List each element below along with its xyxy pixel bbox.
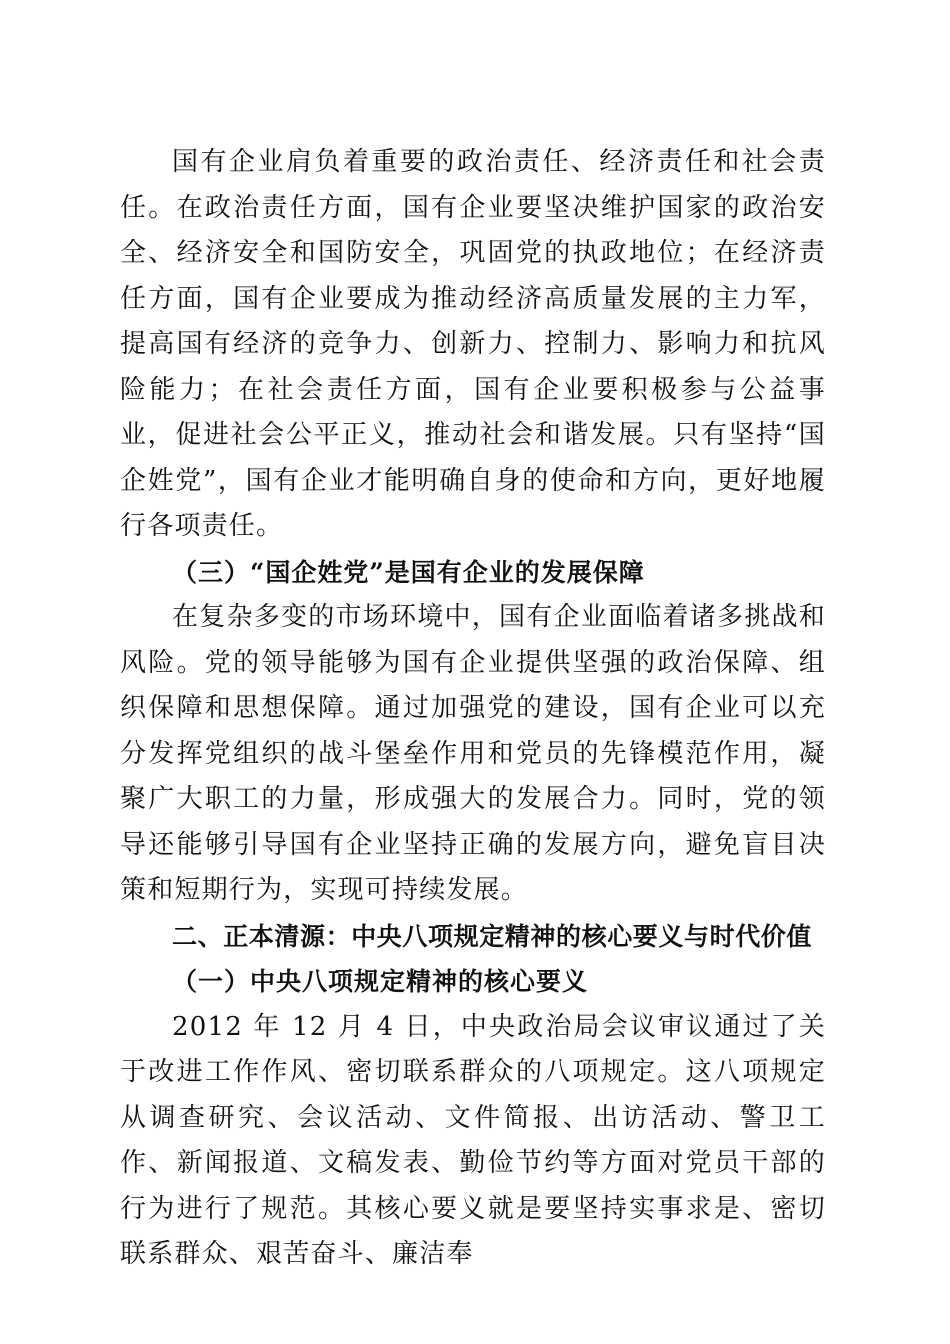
section-heading-eight-regulations: 二、正本清源：中央八项规定精神的核心要义与时代价值 bbox=[172, 921, 813, 951]
paragraph-state-enterprise-responsibilities: 国有企业肩负着重要的政治责任、经济责任和社会责任。在政治责任方面，国有企业要坚决维护国家的政治安全、经济安全和国防安全，巩固党的执政地位；在经济责任方面，国有企业要成为推动经济高质量发展的主力军，提高国有经济的竞争力、创新力、控制力、影响力和抗风险能力；在社会责任方面，国有企业要积极参与公益事业，促进社会公平正义，推动社会和谐发展。只有坚持“国企姓党”，国有企业才能明确自身的使命和方向，更好地履行各项责任。 bbox=[120, 147, 826, 541]
subheading-development-guarantee: （三）“国企姓党”是国有企业的发展保障 bbox=[172, 557, 645, 587]
paragraph-party-leadership-guarantee: 在复杂多变的市场环境中，国有企业面临着诸多挑战和风险。党的领导能够为国有企业提供坚强的政治保障、组织保障和思想保障。通过加强党的建设，国有企业可以充分发挥党组织的战斗堡垒作用和党员的先锋模范作用，凝聚广大职工的力量，形成强大的发展合力。同时，党的领导还能够引导国有企业坚持正确的发展方向，避免盲目决策和短期行为，实现可持续发展。 bbox=[120, 602, 826, 905]
document-body bbox=[120, 140, 826, 1278]
subheading-core-essence: （一）中央八项规定精神的核心要义 bbox=[172, 967, 589, 996]
paragraph-eight-regulations-content: 2012 年 12 月 4 日，中央政治局会议审议通过了关于改进工作作风、密切联系群众的八项规定。这八项规定从调查研究、会议活动、文件简报、出访活动、警卫工作、新闻报道、文稿发表、勤俭节约等方面对党员干部的行为进行了规范。其核心要义就是要坚持实事求是、密切联系群众、艰苦奋斗、廉洁奉 bbox=[120, 1011, 826, 1269]
